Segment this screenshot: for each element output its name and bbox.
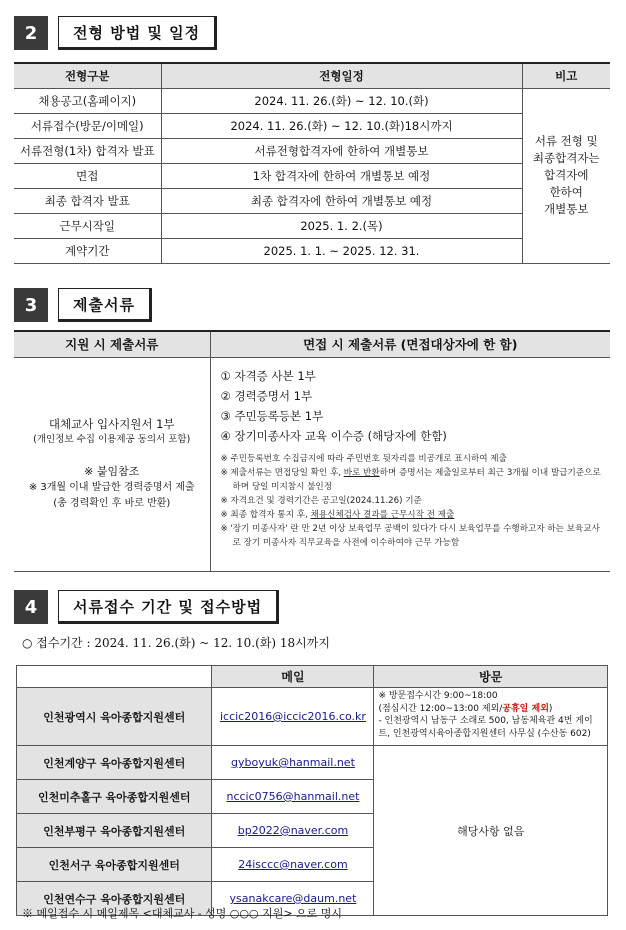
section-3-header: [14, 288, 152, 322]
header-mail: 메일: [212, 666, 374, 688]
visit-hours: ※ 방문접수시간 9:00~18:00: [378, 691, 498, 701]
visit-lunch: (점심시간 12:00~13:00 제외/공휴일 제외): [378, 703, 553, 714]
section-4-header: [14, 590, 279, 624]
remark-line: 서류 전형 및: [534, 134, 598, 148]
center-name: 인천광역시 육아종합지원센터: [17, 688, 212, 746]
reception-table: [16, 665, 608, 916]
email-subject-note: ※ 메일접수 시 메일제목 <대체교사 - 성명 ○○○ 지원> 으로 명시: [22, 907, 343, 920]
apply-doc-note: ※ 3개월 이내 발급한 경력증명서 제출: [28, 482, 195, 493]
remark-line: 합격자에: [544, 168, 589, 182]
stage-cell: 서류전형(1차) 합격자 발표: [14, 138, 161, 163]
remark-line: 개별통보: [544, 202, 589, 216]
header-remark: 비고: [522, 63, 610, 88]
email-link[interactable]: gyboyuk@hanmail.net: [212, 746, 374, 780]
schedule-cell: 2025. 1. 1. ~ 2025. 12. 31.: [161, 238, 522, 263]
interview-doc-item: ② 경력증명서 1부: [220, 388, 313, 403]
section-title: 제출서류: [58, 288, 152, 322]
header-apply-docs: 지원 시 제출서류: [14, 331, 210, 357]
schedule-cell: 최종 합격자에 한하여 개별통보 예정: [161, 188, 522, 213]
documents-table: [14, 330, 610, 572]
stage-cell: 근무시작일: [14, 213, 161, 238]
center-name: 인천부평구 육아종합지원센터: [17, 814, 212, 848]
visit-info-cell: [374, 688, 608, 746]
interview-docs-cell: [210, 357, 610, 571]
header-blank: [17, 666, 212, 688]
stage-cell: 최종 합격자 발표: [14, 188, 161, 213]
header-schedule: 전형일정: [161, 63, 522, 88]
doc-note: ※ '장기 미종사자' 란 만 2년 이상 보육업무 공백이 있다가 다시 보육업무를 수행하고자 하는 보육교사로 장기 미종사자 직무교육을 사전에 이수하여야 근무 가능함: [220, 523, 600, 548]
schedule-cell: 1차 합격자에 한하여 개별통보 예정: [161, 163, 522, 188]
stage-cell: 계약기간: [14, 238, 161, 263]
apply-doc-note: (총 경력확인 후 바로 반환): [53, 498, 171, 509]
section-number: 4: [14, 590, 48, 624]
stage-cell: 채용공고(홈페이지): [14, 88, 161, 113]
stage-cell: 면접: [14, 163, 161, 188]
application-period: ○ 접수기간 : 2024. 11. 26.(화) ~ 12. 10.(화) 18시까지: [22, 636, 330, 650]
interview-doc-item: ④ 장기미종사자 교육 이수증 (해당자에 한함): [220, 428, 447, 443]
visit-none-cell: 해당사항 없음: [374, 746, 608, 916]
remark-line: 최종합격자는: [532, 151, 600, 165]
email-link[interactable]: nccic0756@hanmail.net: [212, 780, 374, 814]
center-name: 인천미추홀구 육아종합지원센터: [17, 780, 212, 814]
doc-note: ※ 주민등록번호 수집금지에 따라 주민번호 뒷자리를 비공개로 표시하여 제출: [220, 453, 507, 464]
email-link[interactable]: ysanakcare@daum.net: [212, 882, 374, 916]
doc-note: ※ 최종 합격자 통지 후, 채용신체검사 결과를 근무시작 전 제출: [220, 509, 455, 520]
section-title: 서류접수 기간 및 접수방법: [58, 590, 279, 624]
section-number: 3: [14, 288, 48, 322]
remark-cell: [522, 88, 610, 263]
email-link[interactable]: bp2022@naver.com: [212, 814, 374, 848]
center-name: 인천연수구 육아종합지원센터: [17, 882, 212, 916]
remark-line: 한하여: [549, 185, 583, 199]
apply-doc-sub: (개인정보 수집 이용제공 동의서 포함): [33, 434, 191, 445]
visit-address: - 인천광역시 남동구 소래로 500, 남동체육관 4번 게이트, 인천광역시육아종합지원센터 사무실 (수산동 602): [378, 716, 593, 739]
interview-doc-item: ③ 주민등록등본 1부: [220, 408, 324, 423]
schedule-cell: 2025. 1. 2.(목): [161, 213, 522, 238]
apply-docs-cell: [14, 357, 210, 571]
doc-note: ※ 자격요건 및 경력기간은 공고일(2024.11.26) 기준: [220, 495, 422, 506]
stage-cell: 서류접수(방문/이메일): [14, 113, 161, 138]
section-title: 전형 방법 및 일정: [58, 16, 217, 50]
header-visit: 방문: [374, 666, 608, 688]
header-interview-docs: 면접 시 제출서류 (면접대상자에 한 함): [210, 331, 610, 357]
schedule-cell: 2024. 11. 26.(화) ~ 12. 10.(화)18시까지: [161, 113, 522, 138]
schedule-table: [14, 62, 610, 264]
center-name: 인천계양구 육아종합지원센터: [17, 746, 212, 780]
schedule-cell: 2024. 11. 26.(화) ~ 12. 10.(화): [161, 88, 522, 113]
schedule-cell: 서류전형합격자에 한하여 개별통보: [161, 138, 522, 163]
email-link[interactable]: 24isccc@naver.com: [212, 848, 374, 882]
apply-doc-main: 대체교사 입사지원서 1부: [48, 417, 175, 431]
doc-note: ※ 제출서류는 면접당일 확인 후, 바로 반환하며 증명서는 제출일로부터 최근 3개월 이내 발급기준으로 하며 당일 미지참시 불인정: [220, 467, 601, 492]
interview-doc-item: ① 자격증 사본 1부: [220, 368, 316, 383]
section-2-header: [14, 16, 217, 50]
apply-doc-ref: ※ 붙임참조: [84, 465, 140, 478]
email-link[interactable]: iccic2016@iccic2016.co.kr: [212, 688, 374, 746]
section-number: 2: [14, 16, 48, 50]
header-stage: 전형구분: [14, 63, 161, 88]
center-name: 인천서구 육아종합지원센터: [17, 848, 212, 882]
